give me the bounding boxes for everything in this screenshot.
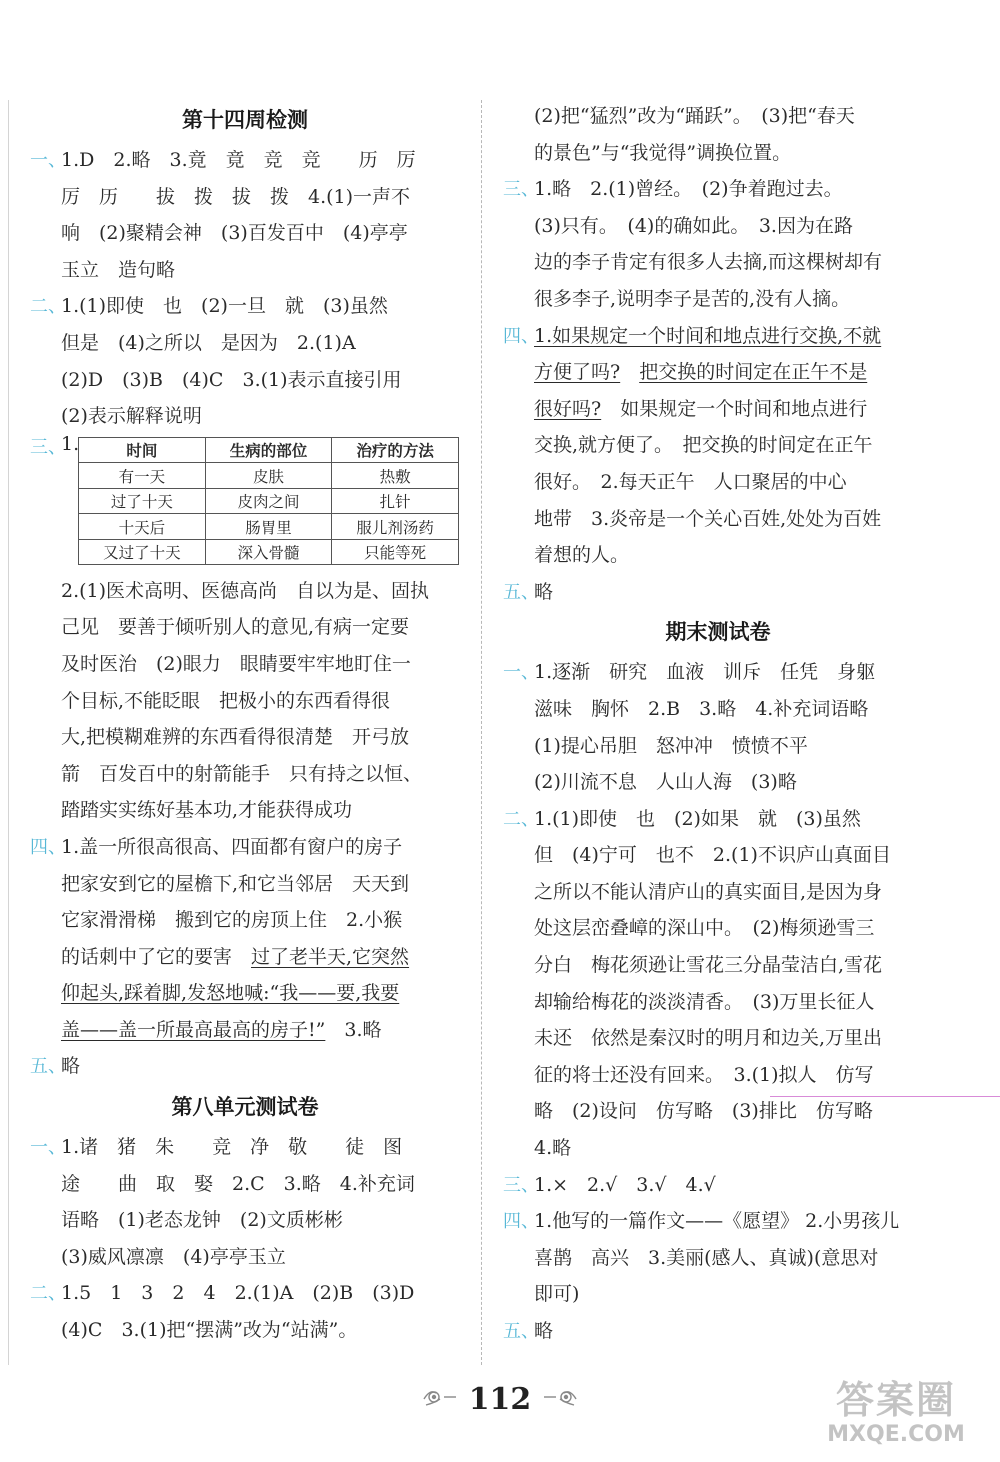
- answer-text: 1.诸 猪 朱 竞 净 敬 徒 图: [61, 1136, 403, 1159]
- right-column: [503, 98, 933, 1350]
- answer-line: [30, 939, 460, 976]
- answer-text: 1.5 1 3 2 4 2.(1)A (2)B (3)D: [61, 1282, 415, 1305]
- answer-line: 着想的人。: [534, 544, 630, 567]
- answer-line: [503, 654, 933, 691]
- underlined-text: 很好吗?: [534, 397, 602, 420]
- answer-line: 己见 要善于倾听别人的意见,有病一定要: [61, 616, 410, 639]
- underlined-text: 方便了吗?: [534, 361, 621, 384]
- answer-line: 很好。 2.每天正午 人口聚居的中心: [534, 470, 847, 493]
- answer-line: [503, 1313, 933, 1350]
- answer-line: 边的李子肯定有很多人去摘,而这棵树却有: [534, 251, 883, 274]
- left-column: [30, 98, 460, 1349]
- answer-line: 箭 百发百中的射箭能手 只有持之以恒、: [61, 762, 423, 785]
- underlined-text: 把交换的时间定在正午不是: [639, 361, 868, 384]
- answer-text: 略: [534, 580, 554, 603]
- table-header: 治疗的方法: [332, 437, 459, 463]
- table-cell: 十天后: [79, 514, 206, 540]
- column-divider: [481, 100, 482, 1365]
- answer-line: 处这层峦叠嶂的深山中。 (2)梅须逊雪三: [534, 917, 875, 940]
- answer-line: (1)提心吊胆 怒冲冲 愤愤不平: [534, 734, 808, 757]
- answer-line: 个目标,不能眨眼 把极小的东西看得很: [61, 689, 391, 712]
- question-marker: 四、: [503, 325, 539, 347]
- answer-line: [30, 288, 460, 325]
- watermark-text: 答案圈: [835, 1378, 956, 1422]
- question-marker: 一、: [30, 1137, 66, 1159]
- answer-line: 玉立 造句略: [61, 258, 176, 281]
- answer-line: 的景色”与“我觉得”调换位置。: [534, 141, 792, 164]
- section-title: 第八单元测试卷: [171, 1095, 319, 1120]
- answer-line: 及时医治 (2)眼力 眼睛要牢牢地盯住一: [61, 652, 411, 675]
- answer-line: 它家滑滑梯 搬到它的房顶上住 2.小猴: [61, 909, 403, 932]
- question-marker: 二、: [503, 808, 539, 830]
- answer-line: [503, 574, 933, 611]
- answer-text: 略: [61, 1055, 81, 1078]
- answer-line: [503, 1167, 933, 1204]
- answer-line: 滋味 胸怀 2.B 3.略 4.补充词语略: [534, 697, 869, 720]
- answer-line: 但 (4)宁可 也不 2.(1)不识庐山真面目: [534, 844, 891, 867]
- answer-line: (4)C 3.(1)把“摆满”改为“站满”。: [61, 1319, 358, 1342]
- answer-line: [503, 171, 933, 208]
- question-marker: 二、: [30, 1283, 66, 1305]
- table-row: [79, 539, 459, 565]
- answer-line: (2)把“猛烈”改为“踊跃”。 (3)把“春天: [534, 105, 855, 127]
- underlined-text: 过了老半天,它突然: [251, 945, 410, 968]
- question-marker: 五、: [30, 1056, 66, 1078]
- table-row: [79, 514, 459, 540]
- question-number: 1.: [61, 432, 80, 455]
- answer-line: [503, 318, 933, 355]
- answer-line: (2)川流不息 人山人海 (3)略: [534, 771, 797, 794]
- answer-text: 1.略 2.(1)曾经。 (2)争着跑过去。: [534, 178, 843, 201]
- disease-table: [78, 437, 459, 566]
- answer-line: 踏踏实实练好基本功,才能获得成功: [61, 799, 353, 822]
- table-cell: 服儿剂汤药: [332, 514, 459, 540]
- underlined-text: 仰起头,踩着脚,发怒地喊:“我——要,我要: [61, 982, 400, 1005]
- question-marker: 二、: [30, 296, 66, 318]
- answer-line: [30, 829, 460, 866]
- disease-table-block: [30, 432, 460, 573]
- section-title: 第十四周检测: [182, 108, 308, 132]
- answer-line: 厉 历 拔 拨 拔 拨 4.(1)一声不: [61, 185, 411, 208]
- answer-text: 1.D 2.略 3.竟 竟 竞 竞 历 厉: [61, 149, 416, 171]
- table-cell: 有一天: [79, 463, 206, 489]
- question-marker: 一、: [30, 150, 66, 171]
- watermark-url: MXQE.COM: [827, 1422, 965, 1447]
- flower-ornament-icon: [542, 1385, 578, 1415]
- question-marker: 四、: [503, 1211, 539, 1233]
- answer-text: [620, 361, 639, 383]
- page-number: 112: [468, 1382, 532, 1417]
- table-cell: 只能等死: [332, 539, 459, 565]
- answer-line: 却输给梅花的淡淡清香。 (3)万里长征人: [534, 990, 875, 1013]
- answer-line: 交换,就方便了。 把交换的时间定在正午: [534, 434, 873, 457]
- answer-line: [503, 801, 933, 838]
- answer-text: 3.略: [325, 1018, 382, 1041]
- answer-line: [503, 391, 933, 428]
- answer-line: 很多李子,说明李子是苦的,没有人摘。: [534, 287, 851, 310]
- answer-line: 之所以不能认清庐山的真实面目,是因为身: [534, 880, 883, 903]
- answer-line: 但是 (4)之所以 是因为 2.(1)A: [61, 331, 356, 354]
- pink-mark-line: [770, 1096, 1000, 1097]
- table-cell: 皮肉之间: [205, 488, 332, 514]
- section-title: 期末测试卷: [665, 620, 771, 645]
- question-marker: 五、: [503, 1321, 539, 1342]
- answer-line: [30, 1129, 460, 1166]
- underlined-text: 1.如果规定一个时间和地点进行交换,不就: [534, 324, 882, 347]
- answer-line: [30, 1275, 460, 1312]
- answer-line: (2)D (3)B (4)C 3.(1)表示直接引用: [61, 368, 402, 391]
- answer-line: [503, 1203, 933, 1240]
- table-header-row: [79, 437, 459, 463]
- table-cell: 又过了十天: [79, 539, 206, 565]
- flower-ornament-icon: [422, 1385, 458, 1415]
- answer-line: 喜鹊 高兴 3.美丽(感人、真诚)(意思对: [534, 1246, 879, 1269]
- answer-line: 大,把模糊难辨的东西看得很清楚 开弓放: [61, 726, 410, 749]
- answer-text: 1.(1)即使 也 (2)如果 就 (3)虽然: [534, 807, 861, 830]
- left-margin-rule: [8, 100, 9, 1365]
- answer-text: 如果规定一个时间和地点进行: [601, 397, 868, 420]
- table-cell: 过了十天: [79, 488, 206, 514]
- answer-line: [503, 354, 933, 391]
- answer-line: 征的将士还没有回来。 3.(1)拟人 仿写: [534, 1063, 874, 1086]
- answer-line: (2)表示解释说明: [61, 405, 202, 428]
- answer-text: 1.× 2.√ 3.√ 4.√: [534, 1173, 716, 1196]
- question-marker: 三、: [30, 436, 66, 458]
- answer-line: (3)威风凛凛 (4)亭亭玉立: [61, 1245, 286, 1268]
- answer-line: 略 (2)设问 仿写略 (3)排比 仿写略: [534, 1100, 873, 1123]
- answer-line: 响 (2)聚精会神 (3)百发百中 (4)亭亭: [61, 222, 408, 245]
- answer-text: 1.盖一所很高很高、四面都有窗户的房子: [61, 835, 403, 858]
- answer-text: 1.他写的一篇作文——《愿望》 2.小男孩儿: [534, 1210, 900, 1233]
- question-marker: 一、: [503, 662, 539, 684]
- answer-text: 1.(1)即使 也 (2)一旦 就 (3)虽然: [61, 295, 388, 318]
- answer-text: 的话刺中了它的要害: [61, 945, 252, 968]
- table-cell: 热敷: [332, 463, 459, 489]
- answer-text: 略: [534, 1320, 554, 1342]
- table-cell: 深入骨髓: [205, 539, 332, 565]
- answer-line: 分白 梅花须逊让雪花三分晶莹洁白,雪花: [534, 954, 883, 977]
- watermark-logo: [806, 1378, 986, 1456]
- answer-line: 语略 (1)老态龙钟 (2)文质彬彬: [61, 1209, 343, 1232]
- answer-line: 2.(1)医术高明、医德高尚 自以为是、固执: [61, 579, 430, 602]
- answer-line: [30, 1012, 460, 1049]
- table-header: 生病的部位: [205, 437, 332, 463]
- answer-line: 4.略: [534, 1137, 572, 1160]
- table-cell: 皮肤: [205, 463, 332, 489]
- table-header: 时间: [79, 437, 206, 463]
- answer-line: (3)只有。 (4)的确如此。 3.因为在路: [534, 214, 853, 237]
- table-cell: 肠胃里: [205, 514, 332, 540]
- table-cell: 扎针: [332, 488, 459, 514]
- answer-line: [30, 1048, 460, 1085]
- answer-line: 即可): [534, 1283, 580, 1306]
- question-marker: 四、: [30, 836, 66, 858]
- answer-text: 1.逐渐 研究 血液 训斥 任凭 身躯: [534, 661, 876, 684]
- answer-line: 地带 3.炎帝是一个关心百姓,处处为百姓: [534, 507, 882, 530]
- answer-line: [30, 975, 460, 1012]
- answer-line: 途 曲 取 娶 2.C 3.略 4.补充词: [61, 1172, 415, 1195]
- question-marker: 三、: [503, 179, 539, 201]
- table-row: [79, 463, 459, 489]
- answer-line: 未还 依然是秦汉时的明月和边关,万里出: [534, 1027, 883, 1050]
- answer-line: [30, 142, 460, 179]
- underlined-text: 盖——盖一所最高最高的房子!”: [61, 1018, 326, 1041]
- question-marker: 五、: [503, 581, 539, 603]
- table-row: [79, 488, 459, 514]
- question-marker: 三、: [503, 1174, 539, 1196]
- answer-line: 把家安到它的屋檐下,和它当邻居 天天到: [61, 872, 410, 895]
